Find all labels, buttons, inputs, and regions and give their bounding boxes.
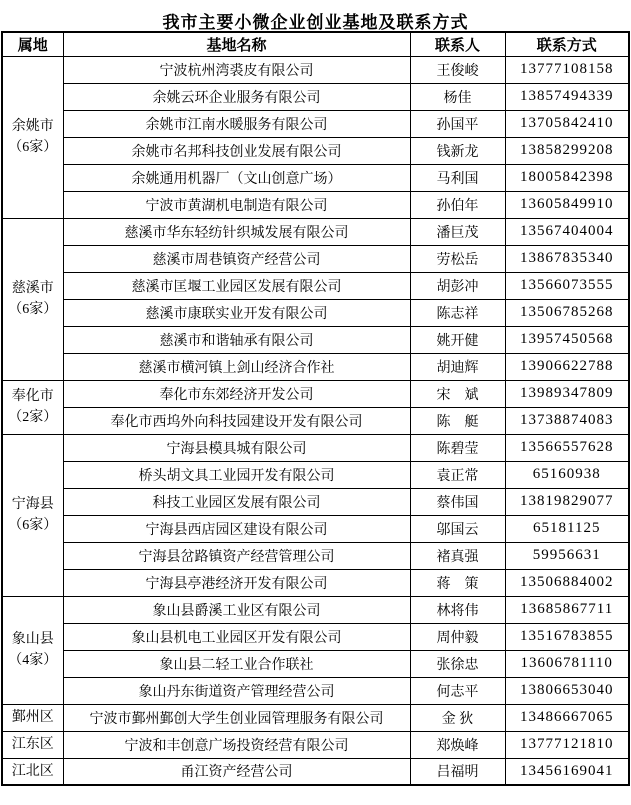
base-name-cell: 桥头胡文具工业园开发有限公司 — [63, 461, 410, 488]
phone-cell: 13566557628 — [505, 434, 629, 461]
contact-cell: 宋 斌 — [410, 380, 505, 407]
contact-cell: 胡彭冲 — [410, 272, 505, 299]
table-row — [2, 326, 629, 353]
base-name-cell: 慈溪市横河镇上剑山经济合作社 — [63, 353, 410, 380]
phone-cell: 13867835340 — [505, 245, 629, 272]
base-name-cell: 宁波市黄湖机电制造有限公司 — [63, 191, 410, 218]
contact-cell: 周仲毅 — [410, 623, 505, 650]
region-name: 慈溪市 — [11, 281, 54, 296]
contact-cell: 姚开健 — [410, 326, 505, 353]
contact-cell: 劳松岳 — [410, 245, 505, 272]
phone-cell: 13777108158 — [505, 56, 629, 83]
region-name: 余姚市 — [11, 119, 54, 134]
phone-cell: 13486667065 — [505, 704, 629, 731]
table-row — [2, 434, 629, 461]
phone-cell: 13685867711 — [505, 596, 629, 623]
contact-table — [1, 31, 630, 786]
contact-cell: 邬国云 — [410, 515, 505, 542]
header-region: 属地 — [2, 32, 63, 56]
header-base-name: 基地名称 — [63, 32, 410, 56]
table-row — [2, 569, 629, 596]
phone-cell: 13906622788 — [505, 353, 629, 380]
region-count: （6家） — [8, 302, 58, 317]
phone-cell: 13819829077 — [505, 488, 629, 515]
base-name-cell: 慈溪市周巷镇资产经营公司 — [63, 245, 410, 272]
region-name: 鄞州区 — [11, 710, 54, 725]
contact-cell: 陈志祥 — [410, 299, 505, 326]
contact-cell: 蔡伟国 — [410, 488, 505, 515]
base-name-cell: 宁海县西店园区建设有限公司 — [63, 515, 410, 542]
table-row — [2, 299, 629, 326]
phone-cell: 13777121810 — [505, 731, 629, 758]
table-row — [2, 542, 629, 569]
base-name-cell: 宁海县岔路镇资产经营管理公司 — [63, 542, 410, 569]
region-cell-jiangdong — [2, 731, 63, 758]
table-row — [2, 164, 629, 191]
table-row — [2, 731, 629, 758]
region-name: 奉化市 — [11, 389, 54, 404]
contact-cell: 钱新龙 — [410, 137, 505, 164]
base-name-cell: 甬江资产经营公司 — [63, 758, 410, 785]
region-count: （6家） — [8, 518, 58, 533]
base-name-cell: 宁海县模具城有限公司 — [63, 434, 410, 461]
table-row — [2, 623, 629, 650]
table-row — [2, 353, 629, 380]
phone-cell: 13506884002 — [505, 569, 629, 596]
base-name-cell: 象山县机电工业园区开发有限公司 — [63, 623, 410, 650]
region-count: （4家） — [8, 653, 58, 668]
contact-cell: 郑焕峰 — [410, 731, 505, 758]
base-name-cell: 余姚云环企业服务有限公司 — [63, 83, 410, 110]
table-header-row — [2, 32, 629, 56]
base-name-cell: 慈溪市华东轻纺针织城发展有限公司 — [63, 218, 410, 245]
phone-cell: 13989347809 — [505, 380, 629, 407]
phone-cell: 13606781110 — [505, 650, 629, 677]
phone-cell: 13806653040 — [505, 677, 629, 704]
table-row — [2, 407, 629, 434]
base-name-cell: 宁波和丰创意广场投资经营有限公司 — [63, 731, 410, 758]
contact-cell: 陈 艇 — [410, 407, 505, 434]
region-count: （6家） — [8, 140, 58, 155]
contact-cell: 孙国平 — [410, 110, 505, 137]
contact-cell: 胡迪辉 — [410, 353, 505, 380]
region-cell-yuyao — [2, 56, 63, 218]
base-name-cell: 宁波市鄞州鄞创大学生创业园管理服务有限公司 — [63, 704, 410, 731]
contact-cell: 张徐忠 — [410, 650, 505, 677]
region-cell-ninghai — [2, 434, 63, 596]
table-row — [2, 191, 629, 218]
base-name-cell: 慈溪市匡堰工业园区发展有限公司 — [63, 272, 410, 299]
contact-cell: 何志平 — [410, 677, 505, 704]
base-name-cell: 象山县爵溪工业区有限公司 — [63, 596, 410, 623]
region-cell-xiangshan — [2, 596, 63, 704]
region-name: 江北区 — [11, 763, 54, 779]
base-name-cell: 科技工业园区发展有限公司 — [63, 488, 410, 515]
phone-cell: 65181125 — [505, 515, 629, 542]
base-name-cell: 慈溪市康联实业开发有限公司 — [63, 299, 410, 326]
table-row — [2, 515, 629, 542]
phone-cell: 13957450568 — [505, 326, 629, 353]
table-row — [2, 758, 629, 785]
contact-cell: 马利国 — [410, 164, 505, 191]
contact-cell: 杨佳 — [410, 83, 505, 110]
contact-cell: 吕福明 — [410, 758, 505, 785]
base-name-cell: 慈溪市和谐轴承有限公司 — [63, 326, 410, 353]
contact-cell: 孙伯年 — [410, 191, 505, 218]
base-name-cell: 奉化市东郊经济开发公司 — [63, 380, 410, 407]
contact-cell: 袁正常 — [410, 461, 505, 488]
phone-cell: 65160938 — [505, 461, 629, 488]
region-cell-fenghua — [2, 380, 63, 434]
header-phone: 联系方式 — [505, 32, 629, 56]
phone-cell: 13456169041 — [505, 758, 629, 785]
contact-cell: 褚真强 — [410, 542, 505, 569]
base-name-cell: 宁海县亭港经济开发有限公司 — [63, 569, 410, 596]
base-name-cell: 余姚市江南水暖服务有限公司 — [63, 110, 410, 137]
region-count: （2家） — [8, 410, 58, 425]
region-name: 江东区 — [11, 737, 54, 752]
phone-cell: 59956631 — [505, 542, 629, 569]
table-row — [2, 56, 629, 83]
contact-cell: 蒋 策 — [410, 569, 505, 596]
contact-cell: 潘巨茂 — [410, 218, 505, 245]
phone-cell: 13605849910 — [505, 191, 629, 218]
base-name-cell: 象山丹东街道资产管理经营公司 — [63, 677, 410, 704]
region-cell-cixi — [2, 218, 63, 380]
table-row — [2, 704, 629, 731]
base-name-cell: 余姚通用机器厂（文山创意广场） — [63, 164, 410, 191]
phone-cell: 13738874083 — [505, 407, 629, 434]
region-name: 宁海县 — [11, 497, 54, 512]
phone-cell: 13506785268 — [505, 299, 629, 326]
phone-cell: 13705842410 — [505, 110, 629, 137]
page-title: 我市主要小微企业创业基地及联系方式 — [162, 13, 469, 32]
base-name-cell: 余姚市名邦科技创业发展有限公司 — [63, 137, 410, 164]
region-cell-yinzhou — [2, 704, 63, 731]
contact-cell: 金 狄 — [410, 704, 505, 731]
table-row — [2, 110, 629, 137]
table-row — [2, 83, 629, 110]
table-row — [2, 218, 629, 245]
table-row — [2, 677, 629, 704]
base-name-cell: 宁波杭州湾裘皮有限公司 — [63, 56, 410, 83]
table-row — [2, 137, 629, 164]
contact-cell: 林将伟 — [410, 596, 505, 623]
table-row — [2, 461, 629, 488]
table-row — [2, 650, 629, 677]
base-name-cell: 奉化市西坞外向科技园建设开发有限公司 — [63, 407, 410, 434]
region-cell-jiangbei — [2, 758, 63, 785]
phone-cell: 13567404004 — [505, 218, 629, 245]
table-row — [2, 245, 629, 272]
phone-cell: 13858299208 — [505, 137, 629, 164]
phone-cell: 13516783855 — [505, 623, 629, 650]
header-contact: 联系人 — [410, 32, 505, 56]
region-name: 象山县 — [11, 632, 54, 647]
phone-cell: 13566073555 — [505, 272, 629, 299]
table-row — [2, 380, 629, 407]
phone-cell: 18005842398 — [505, 164, 629, 191]
table-row — [2, 596, 629, 623]
table-row — [2, 488, 629, 515]
phone-cell: 13857494339 — [505, 83, 629, 110]
base-name-cell: 象山县二轻工业合作联社 — [63, 650, 410, 677]
contact-cell: 王俊峻 — [410, 56, 505, 83]
contact-cell: 陈碧莹 — [410, 434, 505, 461]
table-row — [2, 272, 629, 299]
